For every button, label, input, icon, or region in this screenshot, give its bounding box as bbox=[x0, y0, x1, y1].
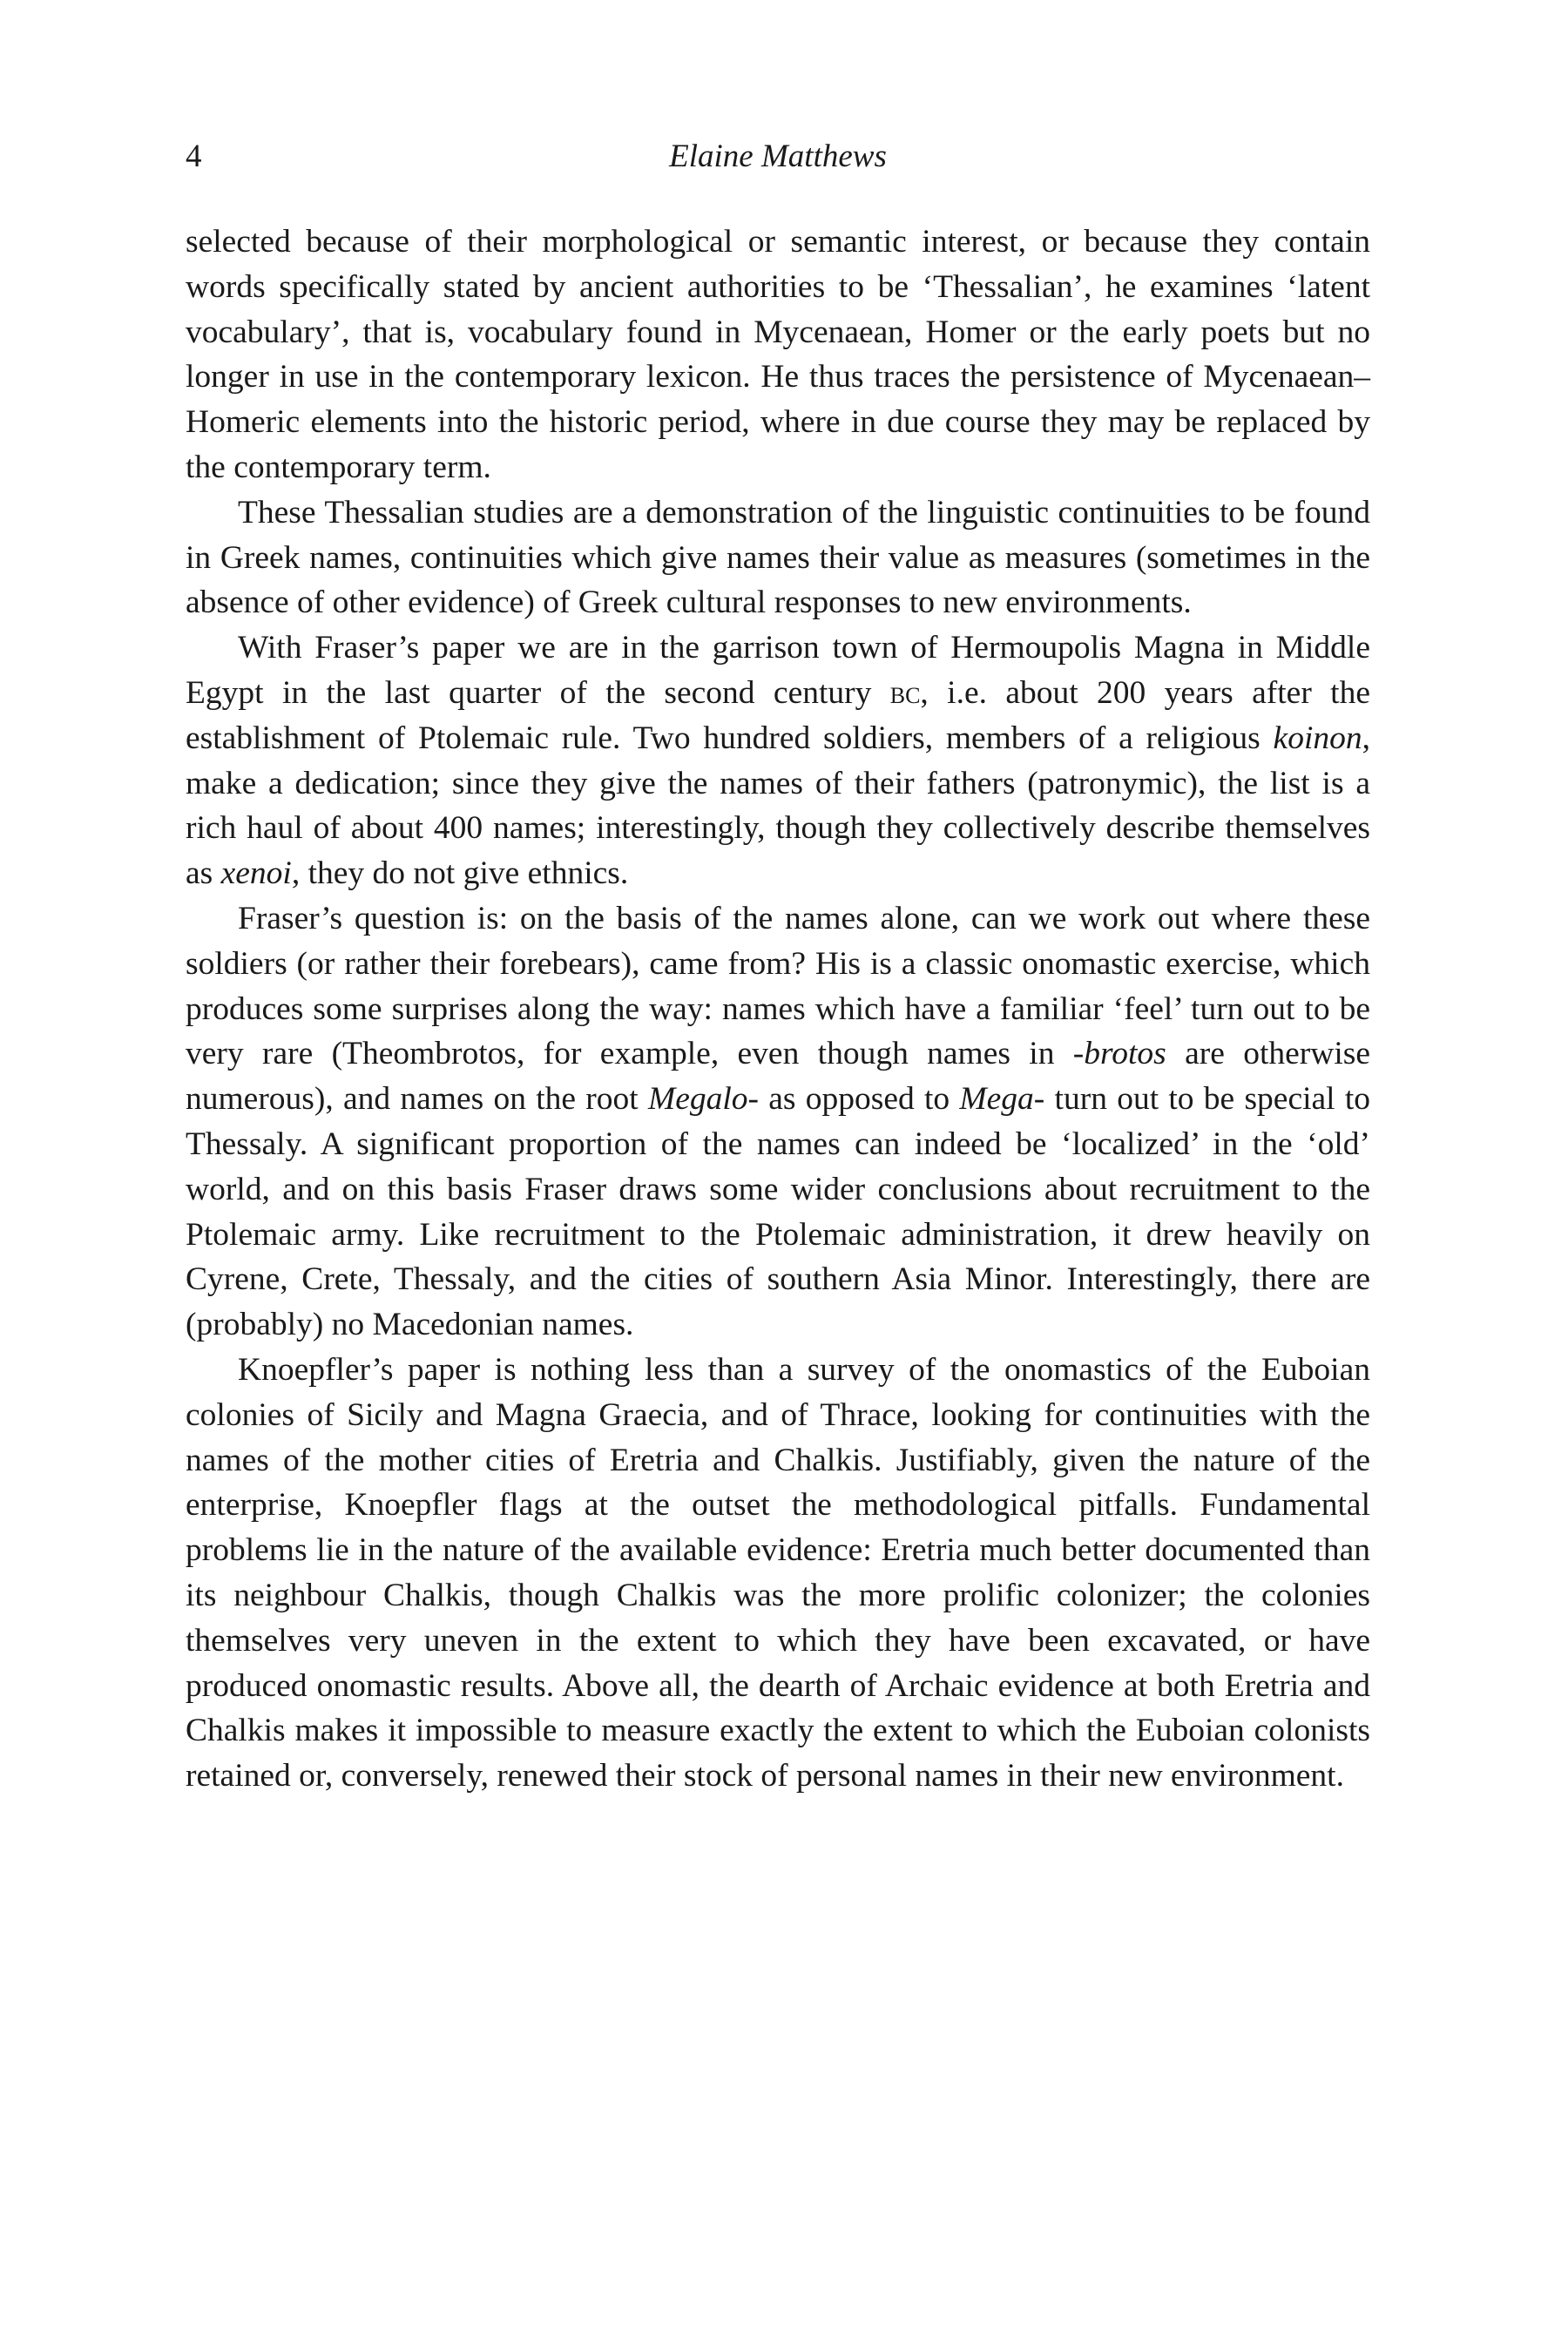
text-run: , make a dedication; since they give the names of their fathers (patronymic), the list is a rich haul of about 400 names; interestingly, though they collectively describe themselves as bbox=[186, 720, 1370, 892]
text-run: With Fraser’s paper we are in the garrison town of Hermoupolis Magna in Middle Egypt in the last quarter of the second century bbox=[186, 630, 1370, 711]
text-run: are otherwise numerous), and names on the root bbox=[186, 1036, 1370, 1118]
paragraph bbox=[186, 220, 1370, 490]
paragraph bbox=[186, 896, 1370, 1348]
running-head bbox=[186, 131, 1370, 183]
text-run: turn out to be special to Thessaly. A significant proportion of the names can indeed be ‘localized’ in the ‘old’ world, and on this basis Fraser draws some wider conclusions about recruitment to the Ptolemaic army. Like recruitment to the Ptolemaic administration, it drew heavily on Cyrene, Crete, Thessaly, and the cities of southern Asia Minor. Interestingly, there are (probably) no Macedonian names. bbox=[186, 1081, 1370, 1343]
italic-term: Megalo- bbox=[647, 1081, 759, 1118]
italic-term: Mega- bbox=[959, 1081, 1045, 1118]
text-run: , they do not give ethnics. bbox=[291, 855, 629, 892]
body-text bbox=[186, 220, 1370, 1799]
text-run: Fraser’s question is: on the basis of the names alone, can we work out where these soldiers (or rather their forebears), came from? His is a classic onomastic exercise, which produces some surprises along the way: names which have a familiar ‘feel’ turn out to be very rare (Theombrotos, for example, even though names in bbox=[186, 900, 1370, 1072]
text-run: , i.e. about 200 years after the establishment of Ptolemaic rule. Two hundred soldiers, members of a religious bbox=[186, 674, 1370, 756]
paragraph bbox=[186, 625, 1370, 896]
paragraph bbox=[186, 490, 1370, 625]
text-run: as opposed to bbox=[759, 1081, 960, 1118]
page bbox=[186, 131, 1370, 1799]
running-head-author: Elaine Matthews bbox=[669, 139, 887, 174]
paragraph bbox=[186, 1348, 1370, 1799]
text-run: These Thessalian studies are a demonstration of the linguistic continuities to be found in Greek names, continuities which give names their value as measures (sometimes in the absence of other evidence) of Greek cultural responses to new environments. bbox=[186, 494, 1370, 621]
page-number: 4 bbox=[186, 139, 202, 174]
italic-term: koinon bbox=[1273, 720, 1362, 756]
text-run: selected because of their morphological or semantic interest, or because they contain words specifically stated by ancient authorities to be ‘Thessalian’, he examines ‘latent vocabulary’, that is, vocabulary found in Mycenaean, Homer or the early poets but no longer in use in the contemporary lexicon. He thus traces the persistence of Mycenaean–Homeric elements into the historic period, where in due course they may be replaced by the contemporary term. bbox=[186, 224, 1370, 485]
text-run: Knoepfler’s paper is nothing less than a survey of the onomastics of the Euboian colonies of Sicily and Magna Graecia, and of Thrace, looking for continuities with the names of the mother cities of Eretria and Chalkis. Justifiably, given the nature of the enterprise, Knoepfler flags at the outset the methodological pitfalls. Fundamental problems lie in the nature of the available evidence: Eretria much better documented than its neighbour Chalkis, though Chalkis was the more prolific colonizer; the colonies themselves very uneven in the extent to which they have been excavated, or have produced onomastic results. Above all, the dearth of Archaic evidence at both Eretria and Chalkis makes it impossible to measure exactly the extent to which the Euboian colonists retained or, conversely, renewed their stock of personal names in their new environment. bbox=[186, 1351, 1370, 1794]
italic-term: -brotos bbox=[1072, 1036, 1166, 1072]
small-caps-era: bc bbox=[889, 674, 921, 711]
italic-term: xenoi bbox=[220, 855, 292, 892]
